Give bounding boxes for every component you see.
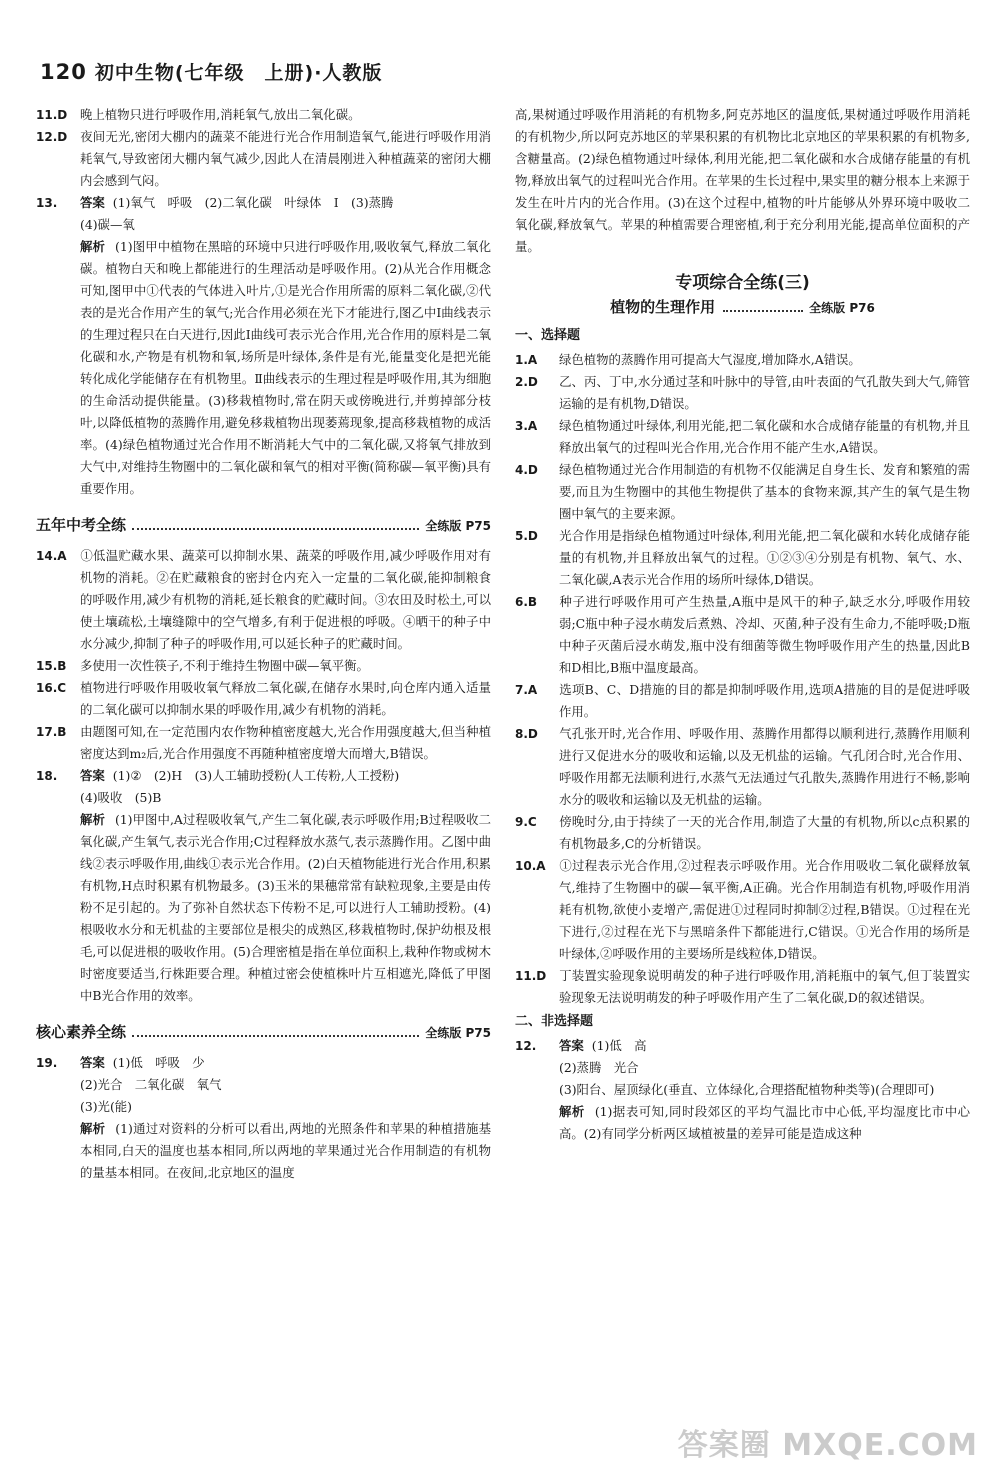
answer-item: 6.B 种子进行呼吸作用可产生热量,A瓶中是风干的种子,缺乏水分,呼吸作用较弱;C瓶中种子浸水萌发后煮熟、冷却、灭菌,种子没有生命力,不能呼吸;D瓶中种子灭菌后浸水萌发,瓶中没有细菌等微生物呼吸作用产生的热量,因此B和D相比,B瓶中温度最高。 xyxy=(515,594,970,675)
answer-line: (4)吸收 (5)B xyxy=(80,790,162,805)
answer-item: 16.C 植物进行呼吸作用吸收氧气释放二氧化碳,在储存水果时,向仓库内通入适量的二氧化碳可以抑制水果的呼吸作用,减少有机物的消耗。 xyxy=(36,680,491,717)
left-column xyxy=(36,104,491,1184)
leader-dots xyxy=(723,310,803,312)
answer-item: 14.A ①低温贮藏水果、蔬菜可以抑制水果、蔬菜的呼吸作用,减少呼吸作用对有机物的消耗。②在贮藏粮食的密封仓内充入一定量的二氧化碳,能抑制粮食的呼吸作用,减少有机物的消耗,延长粮食的贮藏时间。③农田及时松土,可以使土壤疏松,土壤缝隙中的空气增多,有利于促进根的呼吸。④晒干的种子中水分减少,抑制了种子的呼吸作用,可以延长种子的贮藏时间。 xyxy=(36,548,491,651)
answer-item: 7.A 选项B、C、D措施的目的都是抑制呼吸作用,选项A措施的目的是促进呼吸作用。 xyxy=(515,682,970,719)
page-header xyxy=(40,58,970,88)
answer-item: 5.D 光合作用是指绿色植物通过叶绿体,利用光能,把二氧化碳和水转化成储存能量的有机物,并且释放出氧气的过程。①②③④分别是有机物、氧气、水、二氧化碳,A表示光合作用的场所叶绿体,D错误。 xyxy=(515,528,970,587)
answer-item-19: 19. 答案 (1)低 呼吸 少 xyxy=(36,1055,205,1070)
special-section-title: 专项综合全练(三) xyxy=(675,273,810,293)
book-title: 初中生物(七年级 上册)·人教版 xyxy=(94,62,383,84)
answer-item: 11.D 晚上植物只进行呼吸作用,消耗氧气,放出二氧化碳。 xyxy=(36,107,361,122)
leader-dots xyxy=(132,1035,419,1037)
watermark: 答案圈 MXQE.COM xyxy=(677,1428,978,1463)
analysis: 解析 (1)通过对资料的分析可以看出,两地的光照条件和苹果的种植措施基本相同,白天的温度也基本相同,所以两地的苹果通过光合作用制造的有机物的量基本相同。在夜间,北京地区的温度 xyxy=(80,1121,492,1180)
analysis-continued: 高,果树通过呼吸作用消耗的有机物多,阿克苏地区的温度低,果树通过呼吸作用消耗的有机物少,所以阿克苏地区的苹果积累的有机物比北京地区的苹果积累的有机物多,含糖量高。(2)绿色植物通过叶绿体,利用光能,把二氧化碳和水合成储存能量的有机物,释放出氧气的过程叫光合作用。在苹果的生长过程中,果实里的糖分根本上来源于发生在叶片内的光合作用。(3)在这个过程中,植物的叶片能够从外界环境中吸收二氧化碳,释放氧气。苹果的种植需要合理密植,利于充分利用光能,提高单位面积的产量。 xyxy=(515,107,970,254)
answer-line: (2)蒸腾 光合 xyxy=(559,1060,639,1075)
answer-item-18: 18. 答案 (1)② (2)H (3)人工辅助授粉(人工传粉,人工授粉) xyxy=(36,768,400,783)
analysis: 解析 (1)图甲中植物在黑暗的环境中只进行呼吸作用,吸收氧气,释放二氧化碳。植物白天和晚上都能进行的生理活动是呼吸作用。(2)从光合作用概念可知,图甲中①代表的气体进入叶片,①是光合作用所需的原料二氧化碳,②代表的是光合作用产生的氧气;光合作用必须在光下才能进行,图乙中Ⅰ曲线表示的生理过程只在白天进行,因此Ⅰ曲线可表示光合作用,光合作用的原料是二氧化碳和水,产物是有机物和氧,场所是叶绿体,条件是有光,能量变化是把光能转化成化学能储存在有机物里。Ⅱ曲线表示的生理过程是呼吸作用,其为细胞的生命活动提供能量。(3)移栽植物时,常在阴天或傍晚进行,并剪掉部分枝叶,以降低植物的蒸腾作用,避免移栽植物出现萎蔫现象,提高移栽植物的成活率。(4)绿色植物通过光合作用不断消耗大气中的二氧化碳,又将氧气排放到大气中,对维持生物圈中的二氧化碳和氧气的相对平衡(简称碳—氧平衡)具有重要作用。 xyxy=(80,239,492,496)
answer-item: 10.A ①过程表示光合作用,②过程表示呼吸作用。光合作用吸收二氧化碳释放氧气,维持了生物圈中的碳—氧平衡,A正确。光合作用制造有机物,呼吸作用消耗有机物,欲使小麦增产,需促进①过程同时抑制②过程,B错误。①过程在光下进行,②过程在光下与黑暗条件下都能进行,C错误。①光合作用的场所是叶绿体,②呼吸作用的主要场所是线粒体,D错误。 xyxy=(515,858,970,961)
answer-line: (2)光合 二氧化碳 氧气 xyxy=(80,1077,222,1092)
page-number: 120 xyxy=(40,60,87,84)
answer-item: 15.B 多使用一次性筷子,不利于维持生物圈中碳—氧平衡。 xyxy=(36,658,369,673)
answer-item-13: 13. 答案 (1)氧气 呼吸 (2)二氧化碳 叶绿体 Ⅰ (3)蒸腾 xyxy=(36,195,394,210)
answer-item: 11.D 丁装置实验现象说明萌发的种子进行呼吸作用,消耗瓶中的氧气,但丁装置实验现象无法说明萌发的种子呼吸作用产生了二氧化碳,D的叙述错误。 xyxy=(515,968,970,1005)
analysis: 解析 (1)据表可知,同时段郊区的平均气温比市中心低,平均湿度比市中心高。(2)有同学分析两区域植被量的差异可能是造成这种 xyxy=(559,1104,971,1141)
part-heading: 一、选择题 xyxy=(515,328,581,343)
answer-item: 12.D 夜间无光,密闭大棚内的蔬菜不能进行光合作用制造氧气,能进行呼吸作用消耗氧气,导致密闭大棚内氧气减少,因此人在清晨刚进入种植蔬菜的密闭大棚内会感到气闷。 xyxy=(36,129,491,188)
leader-dots xyxy=(132,528,419,530)
answer-line: (3)阳台、屋顶绿化(垂直、立体绿化,合理搭配植物种类等)(合理即可) xyxy=(559,1082,935,1097)
answer-line: (3)光(能) xyxy=(80,1099,133,1114)
answer-item: 3.A 绿色植物通过叶绿体,利用光能,把二氧化碳和水合成储存能量的有机物,并且释放出氧气的过程叫光合作用,光合作用不能产生水,A错误。 xyxy=(515,418,970,455)
answer-item: 2.D 乙、丙、丁中,水分通过茎和叶脉中的导管,由叶表面的气孔散失到大气,筛管运输的是有机物,D错误。 xyxy=(515,374,970,411)
answer-item: 4.D 绿色植物通过光合作用制造的有机物不仅能满足自身生长、发育和繁殖的需要,而且为生物圈中的其他生物提供了基本的食物来源,其产生的氧气是生物圈中氧气的主要来源。 xyxy=(515,462,970,521)
answer-item: 8.D 气孔张开时,光合作用、呼吸作用、蒸腾作用都得以顺利进行,蒸腾作用顺利进行又促进水分的吸收和运输,以及无机盐的运输。气孔闭合时,光合作用、呼吸作用都无法顺利进行,水蒸气无法通过气孔散失,蒸腾作用进行不畅,影响水分的吸收和运输以及无机盐的运输。 xyxy=(515,726,970,807)
special-section-subtitle: 植物的生理作用 全练版 P76 xyxy=(610,298,875,316)
right-column xyxy=(515,104,970,1145)
answer-item: 1.A 绿色植物的蒸腾作用可提高大气湿度,增加降水,A错误。 xyxy=(515,352,861,367)
part-heading: 二、非选择题 xyxy=(515,1014,594,1029)
section-heading: 五年中考全练 全练版 P75 xyxy=(36,516,491,534)
answer-item: 9.C 傍晚时分,由于持续了一天的光合作用,制造了大量的有机物,所以c点积累的有机物最多,C的分析错误。 xyxy=(515,814,970,851)
answer-line: (4)碳—氧 xyxy=(80,217,135,232)
answer-item-12: 12. 答案 (1)低 高 xyxy=(515,1038,647,1053)
analysis: 解析 (1)甲图中,A过程吸收氧气,产生二氧化碳,表示呼吸作用;B过程吸收二氧化碳,产生氧气,表示光合作用;C过程释放水蒸气,表示蒸腾作用。乙图中曲线②表示呼吸作用,曲线①表示光合作用。(2)白天植物能进行光合作用,积累有机物,H点时积累有机物最多。(3)玉米的果穗常常有缺粒现象,主要是由传粉不足引起的。为了弥补自然状态下传粉不足,可以进行人工辅助授粉。(4)根吸收水分和无机盐的主要部位是根尖的成熟区,移栽植物时,保护幼根及根毛,可以促进根的吸收作用。(5)合理密植是指在单位面积上,栽种作物或树木时密度要适当,行株距要合理。种植过密会使植株叶片互相遮光,降低了甲图中B光合作用的效率。 xyxy=(80,812,491,1003)
answer-item: 17.B 由题图可知,在一定范围内农作物种植密度越大,光合作用强度越大,但当种植密度达到m₂后,光合作用强度不再随种植密度增大而增大,B错误。 xyxy=(36,724,491,761)
section-heading: 核心素养全练 全练版 P75 xyxy=(36,1023,491,1041)
